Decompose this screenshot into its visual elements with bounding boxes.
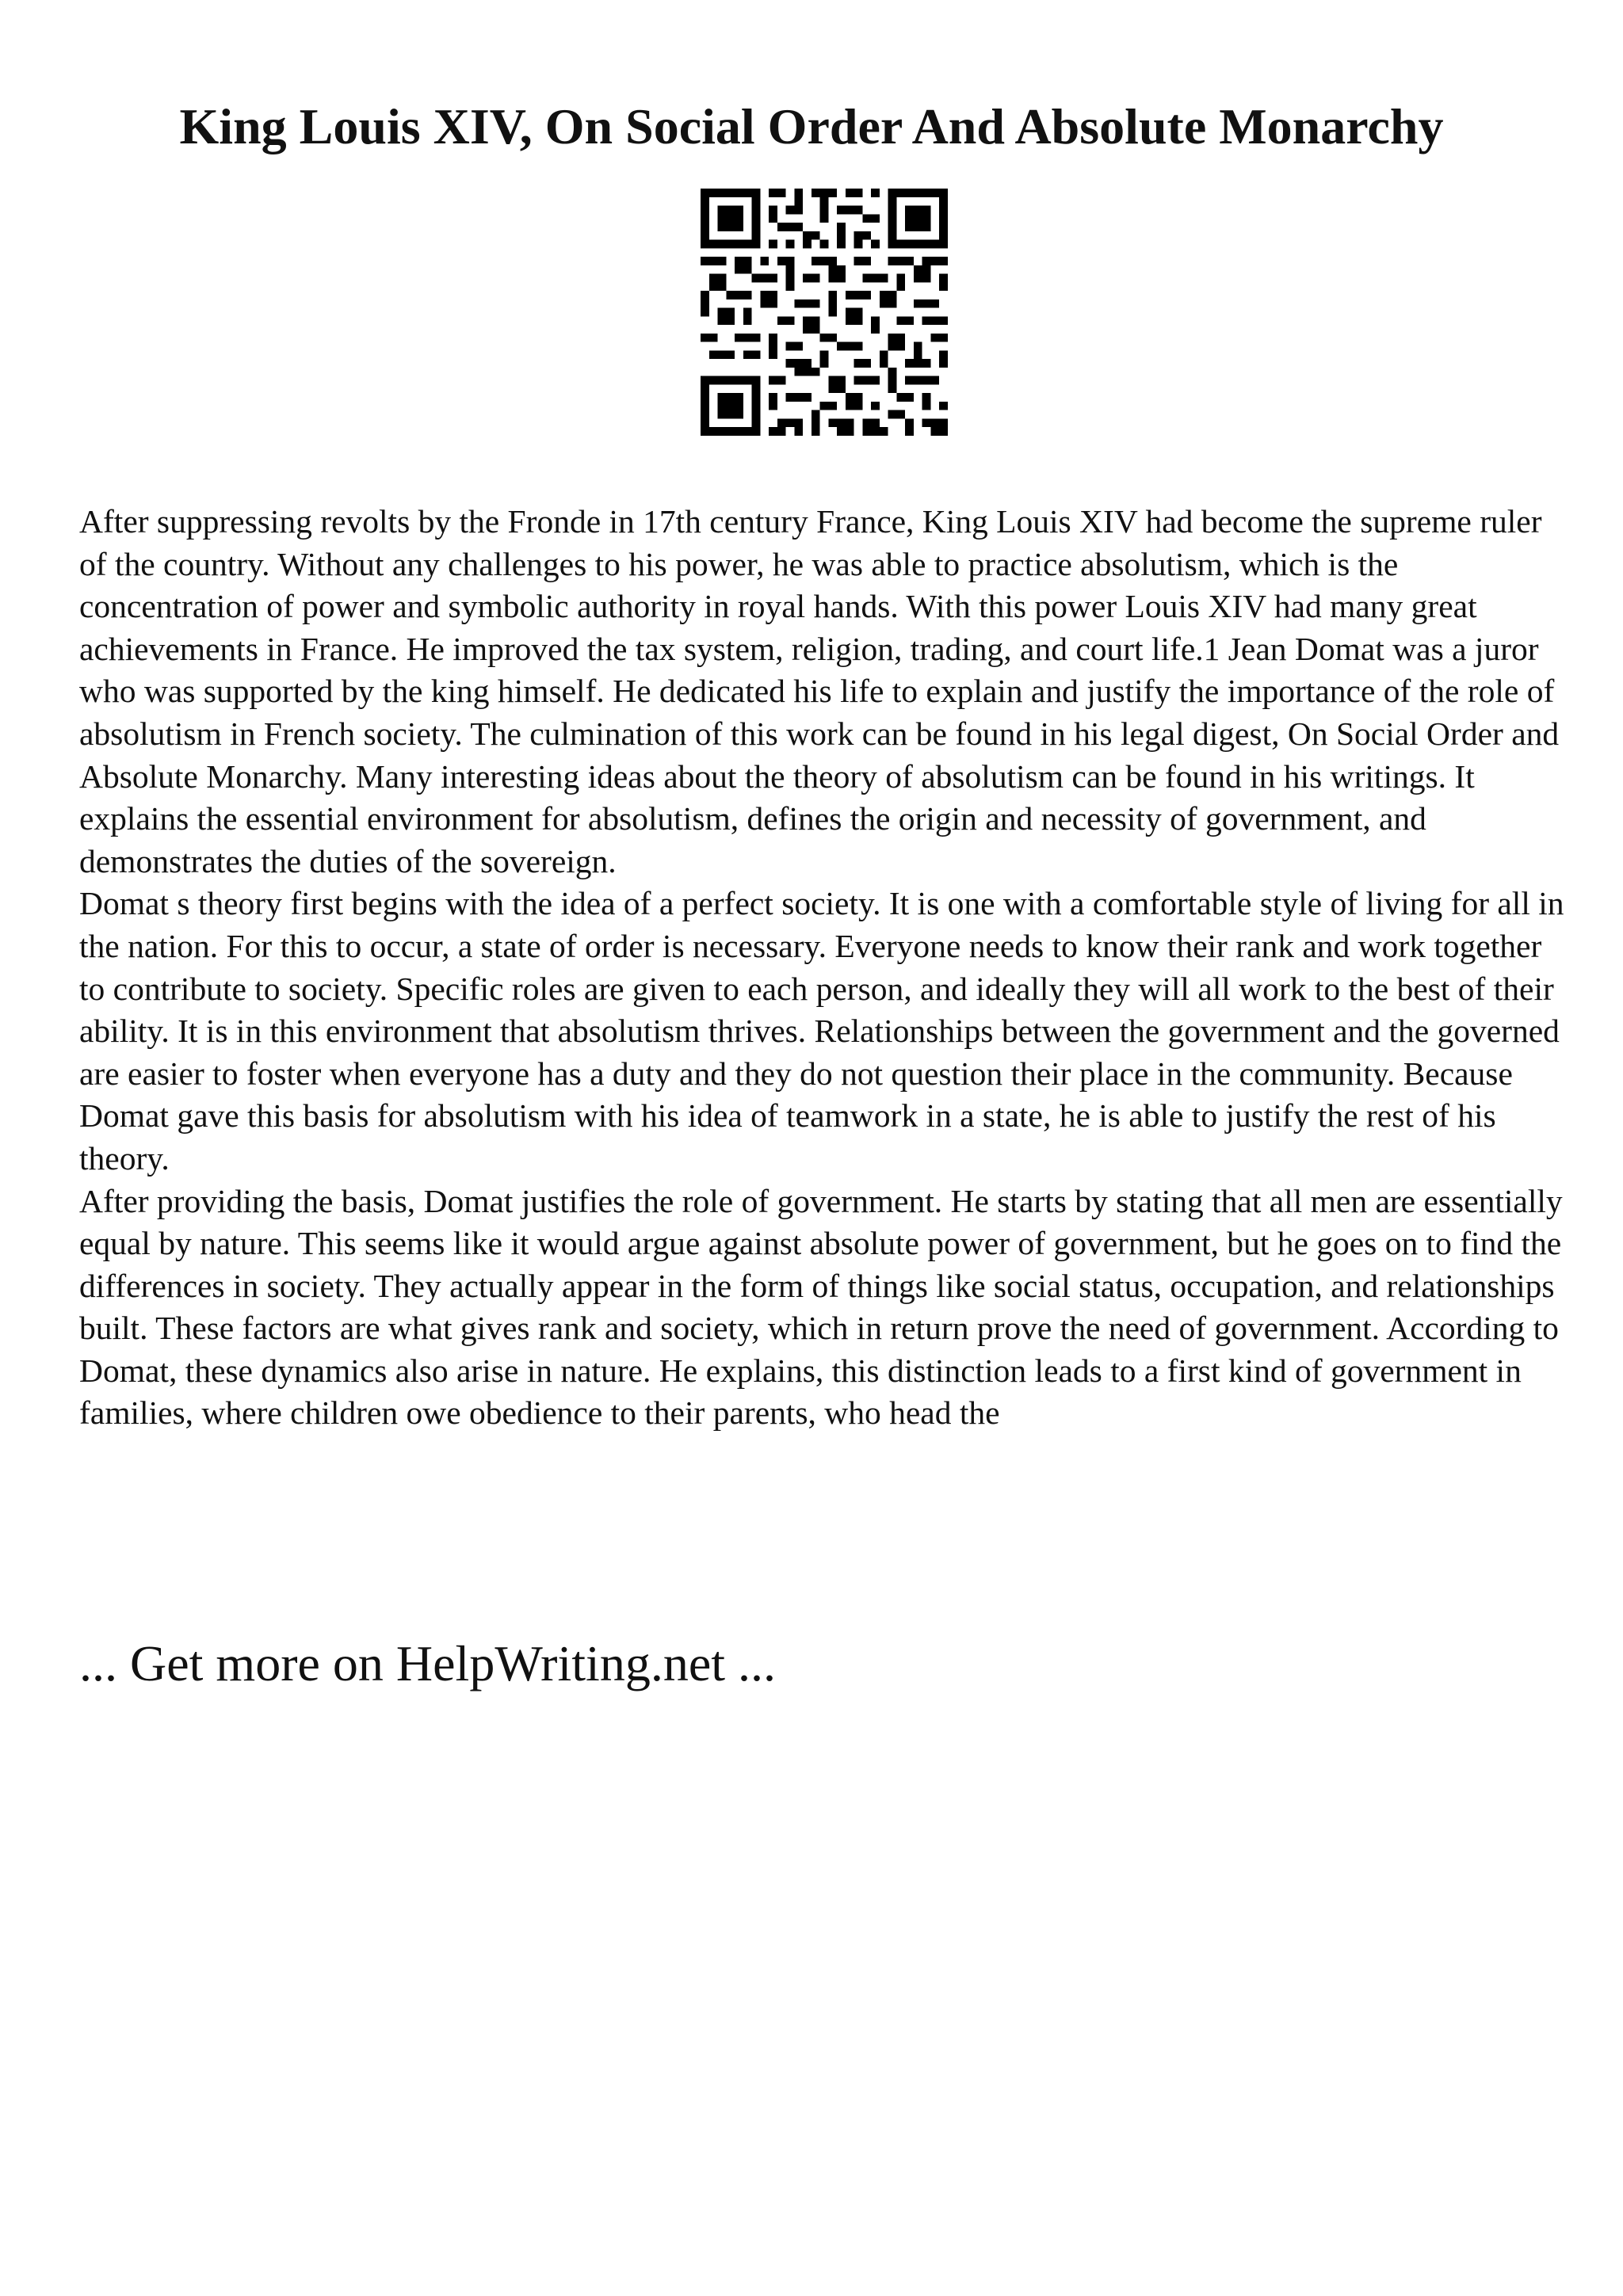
qr-code-icon bbox=[701, 189, 948, 436]
paragraph: After suppressing revolts by the Fronde in 17th century France, King Louis XIV had become the supreme ruler of the country. Without any challenges to his power, he was able to practice absolutism, which is the concentration of power and symbolic authority in royal hands. With this power Louis XIV had many great achievements in France. He improved the tax system, religion, trading, and court life.1 Jean Domat was a juror who was supported by the king himself. He dedicated his life to explain and justify the importance of the role of absolutism in French society. The culmination of this work can be found in his legal digest, On Social Order and Absolute Monarchy. Many interesting ideas about the theory of absolutism can be found in his writings. It explains the essential environment for absolutism, defines the origin and necessity of government, and demonstrates the duties of the sovereign. bbox=[79, 503, 1560, 879]
paragraph: After providing the basis, Domat justifies the role of government. He starts by stating that all men are essentially equal by nature. This seems like it would argue against absolute power of government, but he goes on to find the differences in society. They actually appear in the form of things like social status, occupation, and relationships built. These factors are what gives rank and society, which in return prove the need of government. According to Domat, these dynamics also arise in nature. He explains, this distinction leads to a first kind of government in families, where children owe obedience to their parents, who head the bbox=[79, 1182, 1563, 1432]
document-title: King Louis XIV, On Social Order And Absolute Monarchy bbox=[179, 98, 1444, 154]
get-more-link[interactable]: ... Get more on HelpWriting.net ... bbox=[79, 1635, 776, 1691]
document-body bbox=[79, 501, 1569, 1435]
paragraph: Domat s theory first begins with the idea of a perfect society. It is one with a comfortable style of living for all in the nation. For this to occur, a state of order is necessary. Everyone needs to know their rank and work together to contribute to society. Specific roles are given to each person, and ideally they will all work to the best of their ability. It is in this environment that absolutism thrives. Relationships between the government and the governed are easier to foster when everyone has a duty and they do not question their place in the community. Because Domat gave this basis for absolutism with his idea of teamwork in a state, he is able to justify the rest of his theory. bbox=[79, 885, 1564, 1177]
